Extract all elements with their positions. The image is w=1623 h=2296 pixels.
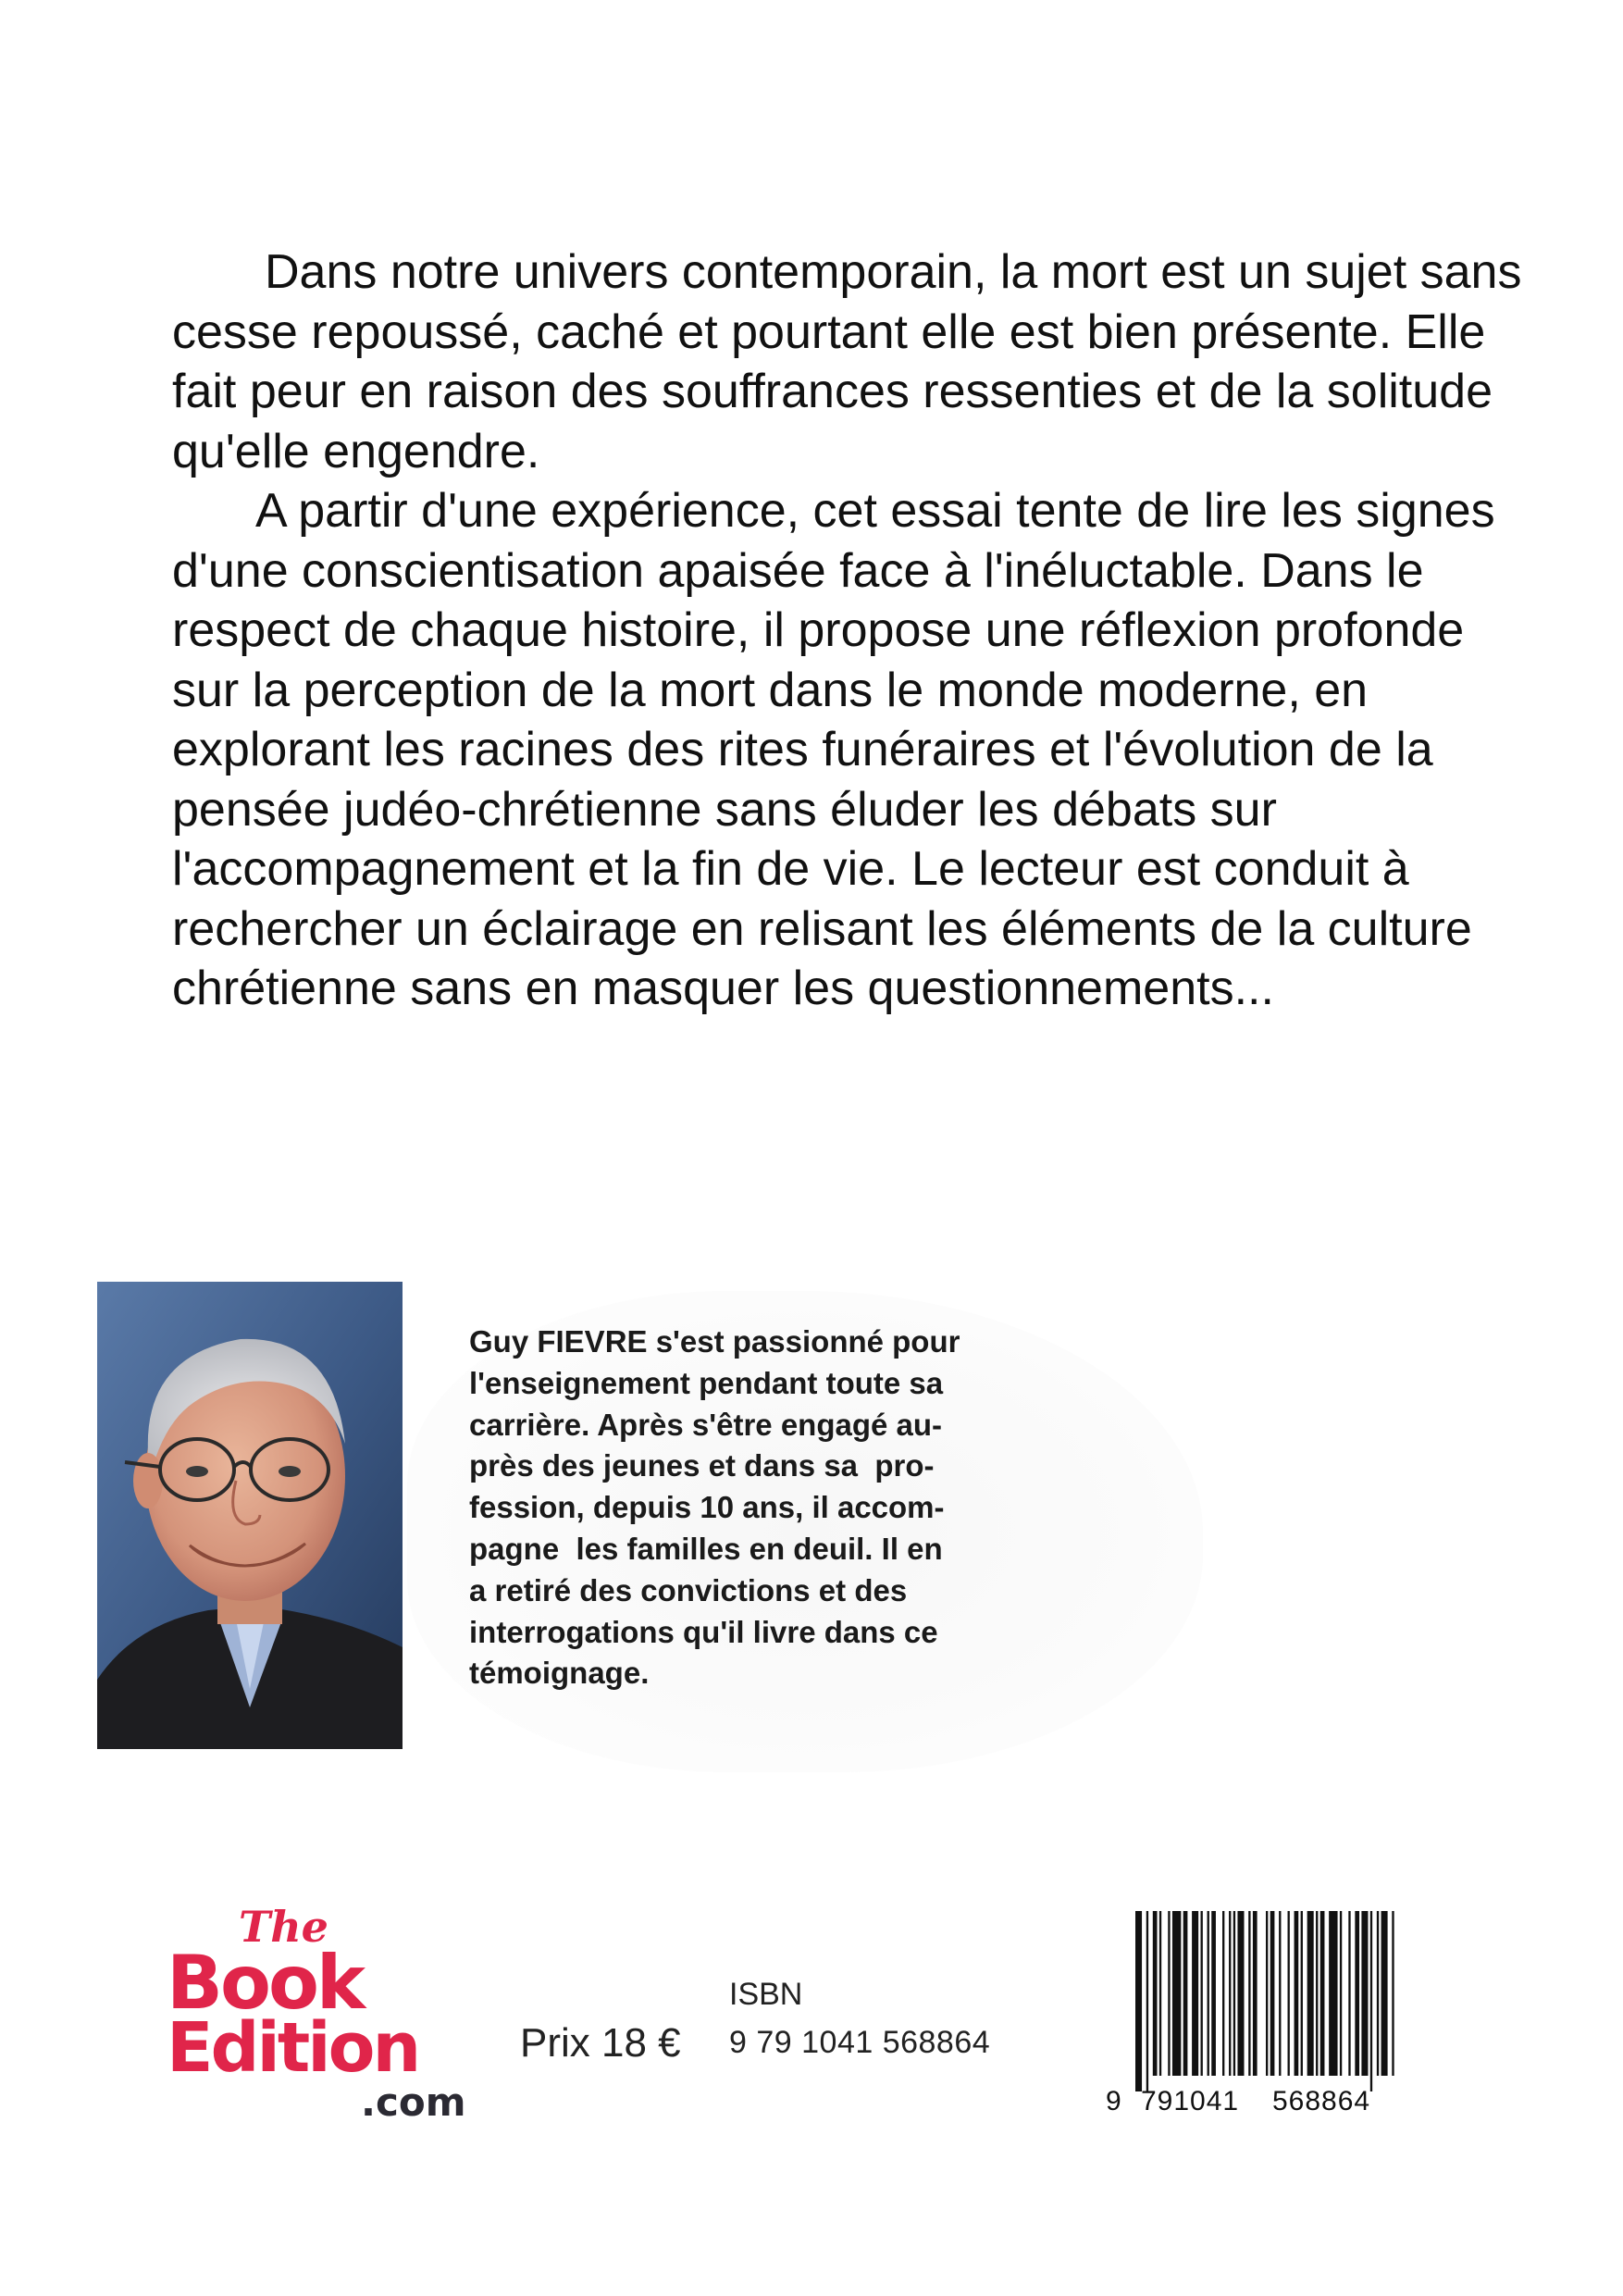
author-bio-line: carrière. Après s'être engagé au- [469,1407,943,1442]
logo-dotcom: .com [361,2079,466,2122]
barcode-bar [1229,1911,1231,2076]
logo-the: The [239,1902,328,1952]
blurb-paragraph-1: Dans notre univers contemporain, la mort est un sujet sans cesse repoussé, caché et pourtant elle est bien présente. Elle fait peur en raison des souffrances ressenties et de la solitude qu'elle engendre. [172,245,1522,478]
author-bio-line: Guy FIEVRE s'est passionné pour [469,1324,960,1359]
barcode-bar [1172,1911,1181,2076]
author-bio [469,1322,1061,1694]
barcode-bar [1301,1911,1303,2076]
barcode-bar [1237,1911,1244,2076]
barcode-bar [1288,1911,1290,2076]
barcode-bar [1183,1911,1188,2076]
author-bio-line: près des jeunes et dans sa pro- [469,1448,935,1483]
barcode-bar [1159,1911,1161,2076]
barcode-digit-first: 9 [1106,2086,1121,2115]
barcode-bar [1253,1911,1258,2076]
barcode-bar [1211,1911,1216,2076]
barcode-digits-right: 568864 [1272,2086,1371,2115]
isbn-number: 9 79 1041 568864 [729,2025,991,2060]
blurb-paragraph-2: A partir d'une expérience, cet essai tente de lire les signes d'une conscientisation apaisée face à l'inéluctable. Dans le respect de chaque histoire, il propose une réflexion profonde sur la perception de la mort dans le monde moderne, en explorant les racines des rites funéraires et l'évolution de la pensée judéo-chrétienne sans éluder les débats sur l'accompagnement et la fin de vie. Le lecteur est conduit à rechercher un éclairage en relisant les éléments de la culture chrétienne sans en masquer les questionnements... [172,484,1495,1015]
isbn-label: ISBN [729,1977,803,2012]
barcode-bar [1222,1911,1224,2076]
barcode-bar [1381,1911,1388,2076]
barcode-bar [1279,1911,1281,2076]
barcode-bar [1266,1911,1268,2076]
barcode-bar [1361,1911,1368,2076]
barcode-bar [1316,1911,1318,2076]
barcode-bar [1348,1911,1350,2076]
back-cover-blurb [172,242,1523,1019]
barcode-bar [1329,1911,1337,2076]
publisher-logo [167,1895,481,2122]
barcode-digits-left: 791041 [1141,2086,1240,2115]
barcode-bar [1377,1911,1379,2076]
author-photo [97,1282,403,1749]
barcode-bar [1192,1911,1198,2076]
logo-edition: Edition [167,2008,419,2088]
author-bio-line: interrogations qu'il livre dans ce [469,1614,938,1649]
barcode-bar [1295,1911,1299,2076]
barcode-bar [1208,1911,1209,2076]
logo-book: Book [167,1940,364,2026]
barcode-bar [1248,1911,1250,2076]
author-bio-line: témoignage. [469,1656,650,1691]
barcode-bar [1355,1911,1359,2076]
barcode-bar [1320,1911,1325,2076]
barcode-bar [1340,1911,1342,2076]
barcode-bar [1168,1911,1170,2076]
barcode-bar [1370,1911,1372,2091]
author-bio-line: l'enseignement pendant toute sa [469,1365,944,1400]
barcode-bar [1392,1911,1394,2076]
barcode-bar [1153,1911,1158,2076]
author-bio-line: pagne les familles en deuil. Il en [469,1531,943,1566]
barcode-bar [1146,1911,1148,2091]
author-bio-line: a retiré des convictions et des [469,1572,908,1607]
author-bio-line: fession, depuis 10 ans, il accom- [469,1490,945,1525]
barcode-bar [1201,1911,1203,2076]
barcode-bar [1307,1911,1314,2076]
price: Prix 18 € [520,2020,681,2066]
barcode-bar [1233,1911,1235,2076]
barcode-bar [1135,1911,1142,2091]
barcode-bar [1270,1911,1275,2076]
barcode [1106,1911,1411,2115]
